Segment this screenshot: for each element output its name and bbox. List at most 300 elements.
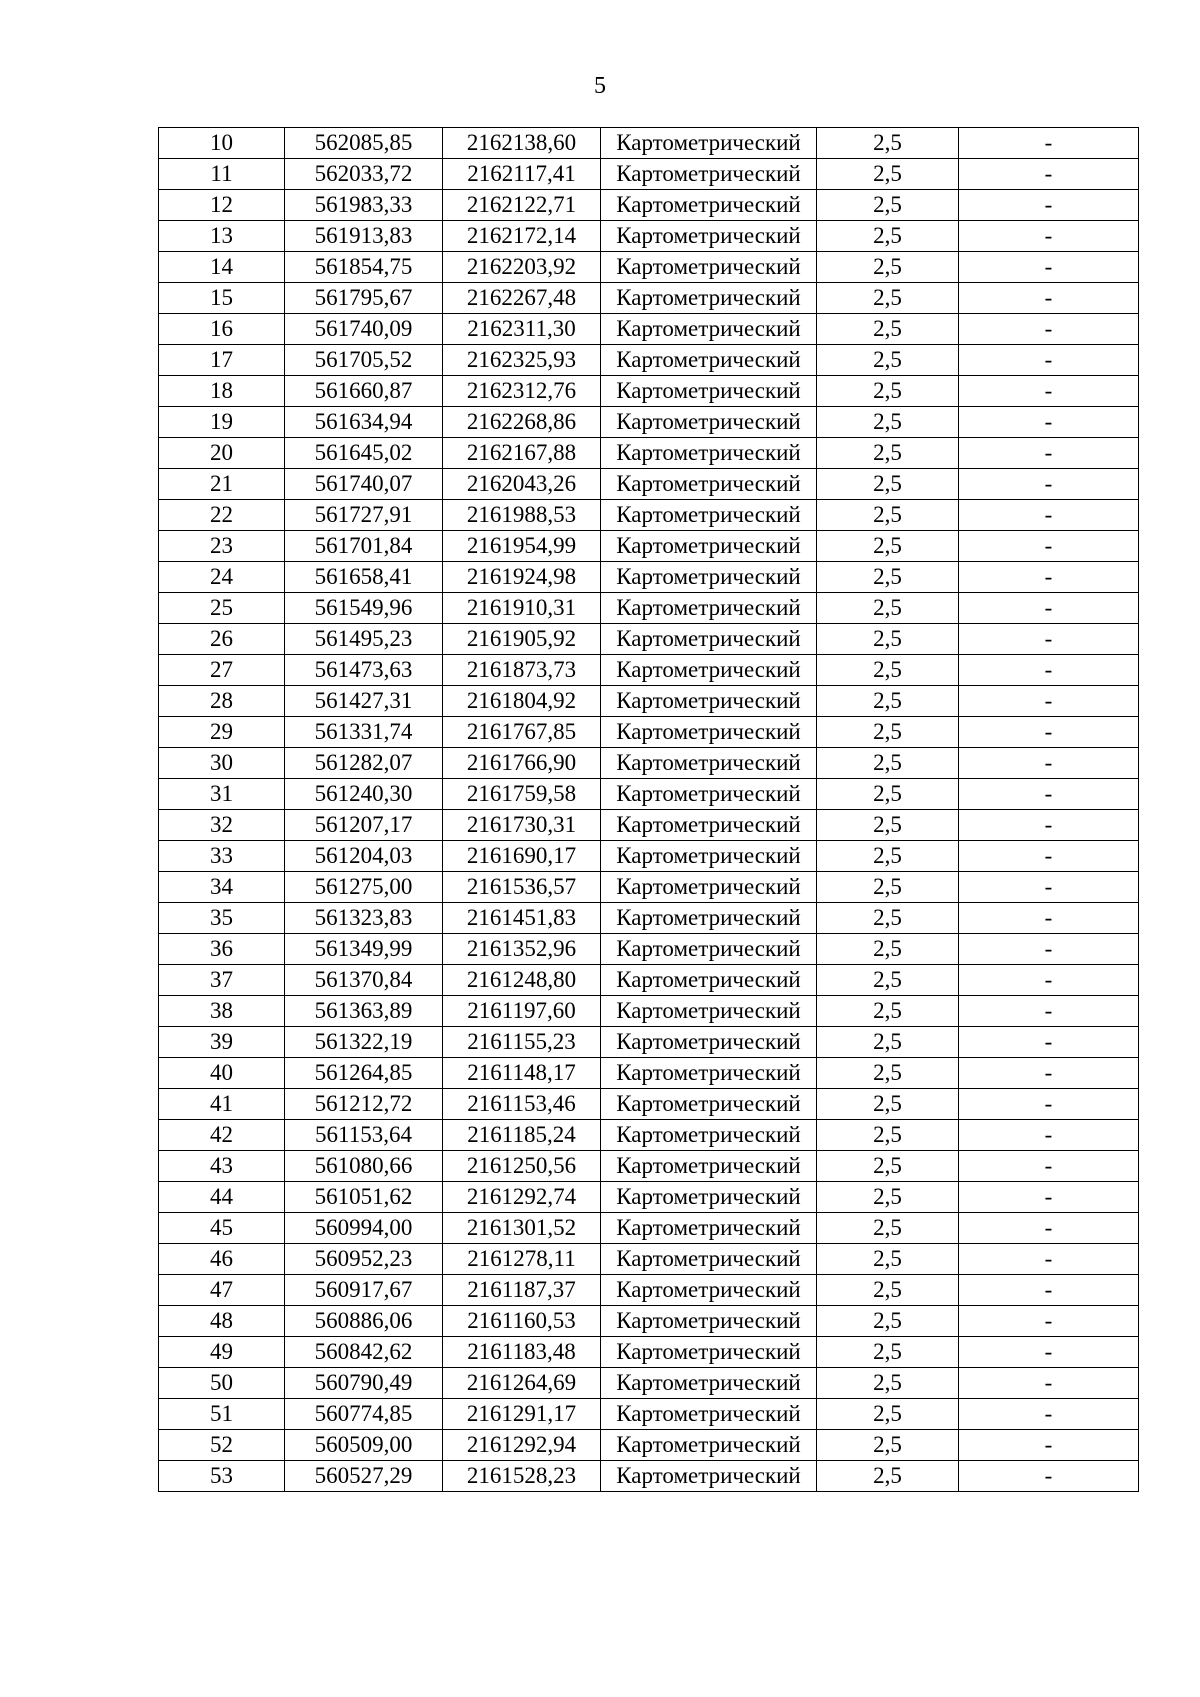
accuracy-cell: 2,5 <box>817 1182 959 1213</box>
point-number-cell: 44 <box>159 1182 285 1213</box>
description-cell: - <box>959 1182 1139 1213</box>
method-cell: Картометрический <box>601 1306 817 1337</box>
accuracy-cell: 2,5 <box>817 1461 959 1492</box>
description-cell: - <box>959 190 1139 221</box>
method-cell: Картометрический <box>601 593 817 624</box>
y-coordinate-cell: 2162312,76 <box>443 376 601 407</box>
accuracy-cell: 2,5 <box>817 469 959 500</box>
y-coordinate-cell: 2161804,92 <box>443 686 601 717</box>
point-number-cell: 35 <box>159 903 285 934</box>
x-coordinate-cell: 560774,85 <box>285 1399 443 1430</box>
method-cell: Картометрический <box>601 345 817 376</box>
point-number-cell: 49 <box>159 1337 285 1368</box>
method-cell: Картометрический <box>601 221 817 252</box>
y-coordinate-cell: 2161155,23 <box>443 1027 601 1058</box>
point-number-cell: 19 <box>159 407 285 438</box>
y-coordinate-cell: 2161873,73 <box>443 655 601 686</box>
table-row <box>159 438 1139 469</box>
y-coordinate-cell: 2161905,92 <box>443 624 601 655</box>
y-coordinate-cell: 2161301,52 <box>443 1213 601 1244</box>
table-row <box>159 996 1139 1027</box>
description-cell: - <box>959 624 1139 655</box>
y-coordinate-cell: 2161767,85 <box>443 717 601 748</box>
y-coordinate-cell: 2161988,53 <box>443 500 601 531</box>
accuracy-cell: 2,5 <box>817 376 959 407</box>
accuracy-cell: 2,5 <box>817 531 959 562</box>
point-number-cell: 48 <box>159 1306 285 1337</box>
method-cell: Картометрический <box>601 965 817 996</box>
y-coordinate-cell: 2161183,48 <box>443 1337 601 1368</box>
point-number-cell: 24 <box>159 562 285 593</box>
x-coordinate-cell: 560917,67 <box>285 1275 443 1306</box>
point-number-cell: 42 <box>159 1120 285 1151</box>
x-coordinate-cell: 560527,29 <box>285 1461 443 1492</box>
x-coordinate-cell: 561275,00 <box>285 872 443 903</box>
x-coordinate-cell: 562033,72 <box>285 159 443 190</box>
point-number-cell: 40 <box>159 1058 285 1089</box>
accuracy-cell: 2,5 <box>817 562 959 593</box>
y-coordinate-cell: 2161352,96 <box>443 934 601 965</box>
accuracy-cell: 2,5 <box>817 779 959 810</box>
x-coordinate-cell: 561740,09 <box>285 314 443 345</box>
table-row <box>159 469 1139 500</box>
method-cell: Картометрический <box>601 655 817 686</box>
table-row <box>159 903 1139 934</box>
table-row <box>159 748 1139 779</box>
point-number-cell: 10 <box>159 128 285 159</box>
x-coordinate-cell: 561549,96 <box>285 593 443 624</box>
description-cell: - <box>959 1120 1139 1151</box>
accuracy-cell: 2,5 <box>817 748 959 779</box>
y-coordinate-cell: 2161160,53 <box>443 1306 601 1337</box>
method-cell: Картометрический <box>601 779 817 810</box>
accuracy-cell: 2,5 <box>817 221 959 252</box>
x-coordinate-cell: 560994,00 <box>285 1213 443 1244</box>
description-cell: - <box>959 128 1139 159</box>
description-cell: - <box>959 872 1139 903</box>
table-row <box>159 624 1139 655</box>
method-cell: Картометрический <box>601 314 817 345</box>
point-number-cell: 46 <box>159 1244 285 1275</box>
table-row <box>159 1120 1139 1151</box>
x-coordinate-cell: 561370,84 <box>285 965 443 996</box>
accuracy-cell: 2,5 <box>817 1306 959 1337</box>
y-coordinate-cell: 2161250,56 <box>443 1151 601 1182</box>
accuracy-cell: 2,5 <box>817 1244 959 1275</box>
description-cell: - <box>959 407 1139 438</box>
method-cell: Картометрический <box>601 159 817 190</box>
description-cell: - <box>959 314 1139 345</box>
accuracy-cell: 2,5 <box>817 438 959 469</box>
accuracy-cell: 2,5 <box>817 128 959 159</box>
method-cell: Картометрический <box>601 128 817 159</box>
x-coordinate-cell: 561658,41 <box>285 562 443 593</box>
x-coordinate-cell: 561913,83 <box>285 221 443 252</box>
y-coordinate-cell: 2161248,80 <box>443 965 601 996</box>
description-cell: - <box>959 1027 1139 1058</box>
accuracy-cell: 2,5 <box>817 872 959 903</box>
method-cell: Картометрический <box>601 1337 817 1368</box>
point-number-cell: 52 <box>159 1430 285 1461</box>
accuracy-cell: 2,5 <box>817 717 959 748</box>
method-cell: Картометрический <box>601 1368 817 1399</box>
coordinates-table <box>158 127 1139 1492</box>
y-coordinate-cell: 2161528,23 <box>443 1461 601 1492</box>
description-cell: - <box>959 779 1139 810</box>
x-coordinate-cell: 560509,00 <box>285 1430 443 1461</box>
x-coordinate-cell: 561645,02 <box>285 438 443 469</box>
x-coordinate-cell: 561634,94 <box>285 407 443 438</box>
description-cell: - <box>959 1275 1139 1306</box>
description-cell: - <box>959 1244 1139 1275</box>
method-cell: Картометрический <box>601 283 817 314</box>
table-row <box>159 1151 1139 1182</box>
point-number-cell: 13 <box>159 221 285 252</box>
description-cell: - <box>959 1461 1139 1492</box>
point-number-cell: 12 <box>159 190 285 221</box>
table-row <box>159 531 1139 562</box>
description-cell: - <box>959 934 1139 965</box>
description-cell: - <box>959 996 1139 1027</box>
table-row <box>159 1337 1139 1368</box>
point-number-cell: 45 <box>159 1213 285 1244</box>
y-coordinate-cell: 2162172,14 <box>443 221 601 252</box>
y-coordinate-cell: 2161924,98 <box>443 562 601 593</box>
y-coordinate-cell: 2162117,41 <box>443 159 601 190</box>
method-cell: Картометрический <box>601 407 817 438</box>
point-number-cell: 53 <box>159 1461 285 1492</box>
description-cell: - <box>959 748 1139 779</box>
table-row <box>159 221 1139 252</box>
table-row <box>159 1244 1139 1275</box>
table-row <box>159 1461 1139 1492</box>
page-number: 5 <box>594 73 606 99</box>
point-number-cell: 23 <box>159 531 285 562</box>
point-number-cell: 22 <box>159 500 285 531</box>
description-cell: - <box>959 562 1139 593</box>
y-coordinate-cell: 2161292,74 <box>443 1182 601 1213</box>
point-number-cell: 38 <box>159 996 285 1027</box>
description-cell: - <box>959 1430 1139 1461</box>
point-number-cell: 51 <box>159 1399 285 1430</box>
method-cell: Картометрический <box>601 934 817 965</box>
y-coordinate-cell: 2161292,94 <box>443 1430 601 1461</box>
y-coordinate-cell: 2162267,48 <box>443 283 601 314</box>
x-coordinate-cell: 560886,06 <box>285 1306 443 1337</box>
accuracy-cell: 2,5 <box>817 1089 959 1120</box>
point-number-cell: 25 <box>159 593 285 624</box>
x-coordinate-cell: 561701,84 <box>285 531 443 562</box>
method-cell: Картометрический <box>601 1461 817 1492</box>
method-cell: Картометрический <box>601 841 817 872</box>
method-cell: Картометрический <box>601 903 817 934</box>
y-coordinate-cell: 2161730,31 <box>443 810 601 841</box>
method-cell: Картометрический <box>601 1151 817 1182</box>
table-row <box>159 1430 1139 1461</box>
point-number-cell: 30 <box>159 748 285 779</box>
accuracy-cell: 2,5 <box>817 903 959 934</box>
x-coordinate-cell: 561240,30 <box>285 779 443 810</box>
table-row <box>159 1306 1139 1337</box>
method-cell: Картометрический <box>601 1430 817 1461</box>
table-row <box>159 314 1139 345</box>
description-cell: - <box>959 531 1139 562</box>
point-number-cell: 16 <box>159 314 285 345</box>
x-coordinate-cell: 561363,89 <box>285 996 443 1027</box>
method-cell: Картометрический <box>601 1027 817 1058</box>
table-row <box>159 190 1139 221</box>
method-cell: Картометрический <box>601 810 817 841</box>
accuracy-cell: 2,5 <box>817 252 959 283</box>
point-number-cell: 11 <box>159 159 285 190</box>
x-coordinate-cell: 561264,85 <box>285 1058 443 1089</box>
description-cell: - <box>959 841 1139 872</box>
accuracy-cell: 2,5 <box>817 965 959 996</box>
y-coordinate-cell: 2161690,17 <box>443 841 601 872</box>
x-coordinate-cell: 561204,03 <box>285 841 443 872</box>
y-coordinate-cell: 2162268,86 <box>443 407 601 438</box>
y-coordinate-cell: 2161536,57 <box>443 872 601 903</box>
table-row <box>159 1275 1139 1306</box>
table-row <box>159 1027 1139 1058</box>
table-row <box>159 562 1139 593</box>
description-cell: - <box>959 1151 1139 1182</box>
point-number-cell: 47 <box>159 1275 285 1306</box>
accuracy-cell: 2,5 <box>817 593 959 624</box>
point-number-cell: 20 <box>159 438 285 469</box>
table-row <box>159 1368 1139 1399</box>
table-row <box>159 252 1139 283</box>
table-row <box>159 593 1139 624</box>
description-cell: - <box>959 717 1139 748</box>
description-cell: - <box>959 593 1139 624</box>
y-coordinate-cell: 2161759,58 <box>443 779 601 810</box>
x-coordinate-cell: 561051,62 <box>285 1182 443 1213</box>
y-coordinate-cell: 2161153,46 <box>443 1089 601 1120</box>
description-cell: - <box>959 1213 1139 1244</box>
table-row <box>159 345 1139 376</box>
table-row <box>159 872 1139 903</box>
description-cell: - <box>959 252 1139 283</box>
description-cell: - <box>959 810 1139 841</box>
point-number-cell: 17 <box>159 345 285 376</box>
table-row <box>159 1213 1139 1244</box>
x-coordinate-cell: 561427,31 <box>285 686 443 717</box>
y-coordinate-cell: 2161187,37 <box>443 1275 601 1306</box>
y-coordinate-cell: 2161451,83 <box>443 903 601 934</box>
accuracy-cell: 2,5 <box>817 345 959 376</box>
table-row <box>159 965 1139 996</box>
accuracy-cell: 2,5 <box>817 624 959 655</box>
accuracy-cell: 2,5 <box>817 1368 959 1399</box>
point-number-cell: 36 <box>159 934 285 965</box>
accuracy-cell: 2,5 <box>817 314 959 345</box>
description-cell: - <box>959 1337 1139 1368</box>
description-cell: - <box>959 655 1139 686</box>
description-cell: - <box>959 345 1139 376</box>
accuracy-cell: 2,5 <box>817 1027 959 1058</box>
y-coordinate-cell: 2161954,99 <box>443 531 601 562</box>
description-cell: - <box>959 1306 1139 1337</box>
table-row <box>159 841 1139 872</box>
y-coordinate-cell: 2162325,93 <box>443 345 601 376</box>
method-cell: Картометрический <box>601 1089 817 1120</box>
x-coordinate-cell: 561854,75 <box>285 252 443 283</box>
point-number-cell: 37 <box>159 965 285 996</box>
x-coordinate-cell: 561212,72 <box>285 1089 443 1120</box>
table-row <box>159 159 1139 190</box>
accuracy-cell: 2,5 <box>817 1430 959 1461</box>
description-cell: - <box>959 965 1139 996</box>
y-coordinate-cell: 2162311,30 <box>443 314 601 345</box>
description-cell: - <box>959 1368 1139 1399</box>
description-cell: - <box>959 686 1139 717</box>
point-number-cell: 27 <box>159 655 285 686</box>
point-number-cell: 26 <box>159 624 285 655</box>
accuracy-cell: 2,5 <box>817 655 959 686</box>
table-row <box>159 1089 1139 1120</box>
x-coordinate-cell: 562085,85 <box>285 128 443 159</box>
description-cell: - <box>959 221 1139 252</box>
y-coordinate-cell: 2161264,69 <box>443 1368 601 1399</box>
x-coordinate-cell: 561705,52 <box>285 345 443 376</box>
y-coordinate-cell: 2162167,88 <box>443 438 601 469</box>
accuracy-cell: 2,5 <box>817 1399 959 1430</box>
method-cell: Картометрический <box>601 996 817 1027</box>
x-coordinate-cell: 561473,63 <box>285 655 443 686</box>
description-cell: - <box>959 283 1139 314</box>
table-row <box>159 810 1139 841</box>
point-number-cell: 14 <box>159 252 285 283</box>
table-row <box>159 283 1139 314</box>
x-coordinate-cell: 560790,49 <box>285 1368 443 1399</box>
table-row <box>159 1182 1139 1213</box>
x-coordinate-cell: 561080,66 <box>285 1151 443 1182</box>
point-number-cell: 29 <box>159 717 285 748</box>
method-cell: Картометрический <box>601 469 817 500</box>
method-cell: Картометрический <box>601 1399 817 1430</box>
accuracy-cell: 2,5 <box>817 159 959 190</box>
y-coordinate-cell: 2161148,17 <box>443 1058 601 1089</box>
point-number-cell: 32 <box>159 810 285 841</box>
accuracy-cell: 2,5 <box>817 1120 959 1151</box>
x-coordinate-cell: 561740,07 <box>285 469 443 500</box>
method-cell: Картометрический <box>601 190 817 221</box>
accuracy-cell: 2,5 <box>817 1213 959 1244</box>
accuracy-cell: 2,5 <box>817 1337 959 1368</box>
x-coordinate-cell: 560952,23 <box>285 1244 443 1275</box>
table-row <box>159 717 1139 748</box>
x-coordinate-cell: 561495,23 <box>285 624 443 655</box>
x-coordinate-cell: 561322,19 <box>285 1027 443 1058</box>
description-cell: - <box>959 903 1139 934</box>
x-coordinate-cell: 561323,83 <box>285 903 443 934</box>
y-coordinate-cell: 2162122,71 <box>443 190 601 221</box>
table-row <box>159 1399 1139 1430</box>
method-cell: Картометрический <box>601 717 817 748</box>
accuracy-cell: 2,5 <box>817 283 959 314</box>
accuracy-cell: 2,5 <box>817 1151 959 1182</box>
accuracy-cell: 2,5 <box>817 407 959 438</box>
point-number-cell: 41 <box>159 1089 285 1120</box>
x-coordinate-cell: 561795,67 <box>285 283 443 314</box>
description-cell: - <box>959 469 1139 500</box>
description-cell: - <box>959 438 1139 469</box>
description-cell: - <box>959 159 1139 190</box>
table-row <box>159 779 1139 810</box>
y-coordinate-cell: 2161185,24 <box>443 1120 601 1151</box>
point-number-cell: 34 <box>159 872 285 903</box>
method-cell: Картометрический <box>601 500 817 531</box>
table-row <box>159 686 1139 717</box>
description-cell: - <box>959 1089 1139 1120</box>
y-coordinate-cell: 2161291,17 <box>443 1399 601 1430</box>
description-cell: - <box>959 1058 1139 1089</box>
y-coordinate-cell: 2162138,60 <box>443 128 601 159</box>
point-number-cell: 18 <box>159 376 285 407</box>
point-number-cell: 39 <box>159 1027 285 1058</box>
accuracy-cell: 2,5 <box>817 1058 959 1089</box>
method-cell: Картометрический <box>601 1244 817 1275</box>
x-coordinate-cell: 561983,33 <box>285 190 443 221</box>
description-cell: - <box>959 376 1139 407</box>
accuracy-cell: 2,5 <box>817 996 959 1027</box>
accuracy-cell: 2,5 <box>817 934 959 965</box>
method-cell: Картометрический <box>601 562 817 593</box>
method-cell: Картометрический <box>601 872 817 903</box>
method-cell: Картометрический <box>601 1182 817 1213</box>
method-cell: Картометрический <box>601 252 817 283</box>
table-row <box>159 655 1139 686</box>
x-coordinate-cell: 561207,17 <box>285 810 443 841</box>
table-row <box>159 934 1139 965</box>
accuracy-cell: 2,5 <box>817 810 959 841</box>
method-cell: Картометрический <box>601 438 817 469</box>
table-row <box>159 376 1139 407</box>
y-coordinate-cell: 2162043,26 <box>443 469 601 500</box>
point-number-cell: 15 <box>159 283 285 314</box>
x-coordinate-cell: 561349,99 <box>285 934 443 965</box>
method-cell: Картометрический <box>601 1058 817 1089</box>
table-row <box>159 128 1139 159</box>
y-coordinate-cell: 2161910,31 <box>443 593 601 624</box>
table-row <box>159 407 1139 438</box>
y-coordinate-cell: 2161278,11 <box>443 1244 601 1275</box>
method-cell: Картометрический <box>601 1120 817 1151</box>
method-cell: Картометрический <box>601 1275 817 1306</box>
method-cell: Картометрический <box>601 376 817 407</box>
point-number-cell: 28 <box>159 686 285 717</box>
point-number-cell: 21 <box>159 469 285 500</box>
method-cell: Картометрический <box>601 624 817 655</box>
y-coordinate-cell: 2161766,90 <box>443 748 601 779</box>
method-cell: Картометрический <box>601 1213 817 1244</box>
point-number-cell: 33 <box>159 841 285 872</box>
accuracy-cell: 2,5 <box>817 841 959 872</box>
accuracy-cell: 2,5 <box>817 1275 959 1306</box>
x-coordinate-cell: 561727,91 <box>285 500 443 531</box>
x-coordinate-cell: 561331,74 <box>285 717 443 748</box>
table-row <box>159 500 1139 531</box>
x-coordinate-cell: 560842,62 <box>285 1337 443 1368</box>
accuracy-cell: 2,5 <box>817 686 959 717</box>
x-coordinate-cell: 561153,64 <box>285 1120 443 1151</box>
point-number-cell: 31 <box>159 779 285 810</box>
x-coordinate-cell: 561660,87 <box>285 376 443 407</box>
y-coordinate-cell: 2161197,60 <box>443 996 601 1027</box>
table-row <box>159 1058 1139 1089</box>
accuracy-cell: 2,5 <box>817 190 959 221</box>
